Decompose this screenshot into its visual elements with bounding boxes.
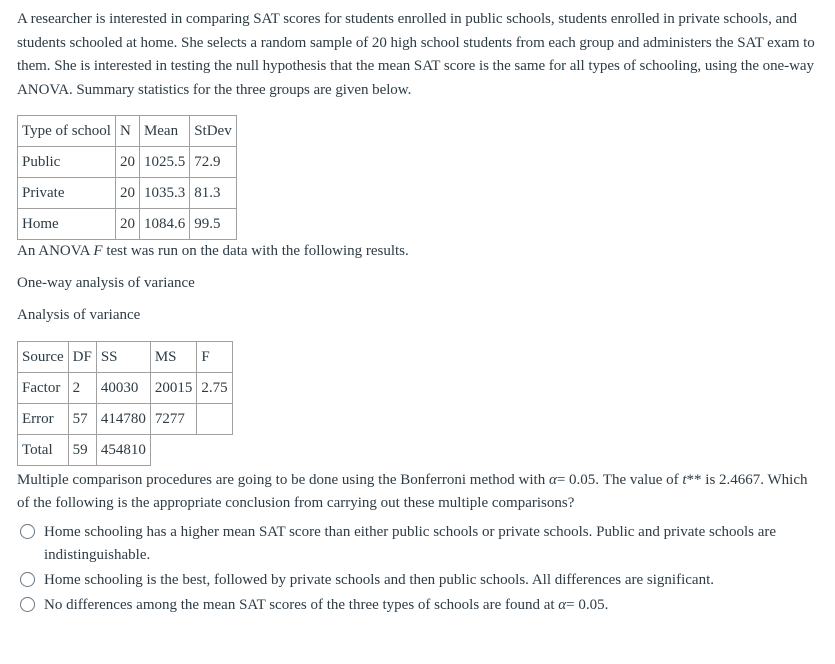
table-cell: 59 — [68, 435, 96, 466]
table-cell: Home — [18, 209, 116, 240]
table-cell — [197, 435, 232, 466]
radio-button[interactable] — [20, 572, 35, 587]
table-cell: 414780 — [96, 404, 150, 435]
f-stat-symbol: F — [93, 243, 103, 259]
table-cell: 20 — [115, 209, 139, 240]
radio-button[interactable] — [20, 597, 35, 612]
header-cell: Source — [18, 342, 69, 373]
anova-heading-2: Analysis of variance — [17, 307, 141, 323]
header-cell: N — [115, 116, 139, 147]
table-row — [18, 435, 233, 466]
table-cell: 99.5 — [190, 209, 237, 240]
summary-table — [17, 115, 237, 240]
alpha-symbol: α — [548, 472, 557, 488]
option-label-part: No differences among the mean SAT scores of the three types of schools are found at — [44, 597, 559, 613]
table-cell: 454810 — [96, 435, 150, 466]
table-row — [18, 178, 237, 209]
table-cell — [197, 404, 232, 435]
radio-button[interactable] — [20, 524, 35, 539]
question-text — [17, 469, 817, 515]
anova-heading-1: One-way analysis of variance — [17, 275, 195, 291]
question-content — [17, 8, 817, 619]
table-cell: 2 — [68, 373, 96, 404]
table-cell: 2.75 — [197, 373, 232, 404]
table-cell: 72.9 — [190, 147, 237, 178]
table-cell: 40030 — [96, 373, 150, 404]
question-part: = 0.05. The value of — [556, 472, 683, 488]
table-cell: Total — [18, 435, 69, 466]
answer-option-1[interactable] — [17, 521, 817, 567]
header-cell: StDev — [190, 116, 237, 147]
table-cell: 7277 — [150, 404, 197, 435]
table-header-row — [18, 342, 233, 373]
answer-options — [17, 521, 817, 617]
table-cell: 20 — [115, 178, 139, 209]
table-cell: Private — [18, 178, 116, 209]
table-cell: 57 — [68, 404, 96, 435]
table-header-row — [18, 116, 237, 147]
table-cell: 20 — [115, 147, 139, 178]
table-row — [18, 209, 237, 240]
option-label: Home schooling is the best, followed by private schools and then public schools. All differences are significant. — [44, 572, 714, 588]
header-cell: SS — [96, 342, 150, 373]
answer-option-2[interactable] — [17, 569, 817, 592]
anova-intro-prefix: An ANOVA — [17, 243, 94, 259]
anova-table — [17, 341, 233, 466]
table-row — [18, 147, 237, 178]
table-cell: 1084.6 — [139, 209, 189, 240]
table-cell: Error — [18, 404, 69, 435]
table-row — [18, 404, 233, 435]
anova-intro-suffix: test was run on the data with the following results. — [102, 243, 409, 259]
option-label — [44, 597, 608, 613]
alpha-symbol: α — [558, 597, 567, 613]
header-cell: DF — [68, 342, 96, 373]
table-row — [18, 373, 233, 404]
question-part: Multiple comparison procedures are going to be done using the Bonferroni method with — [17, 472, 549, 488]
table-cell: Public — [18, 147, 116, 178]
answer-option-3[interactable] — [17, 594, 817, 617]
header-cell: F — [197, 342, 232, 373]
option-label-part: = 0.05. — [566, 597, 609, 613]
header-cell: MS — [150, 342, 197, 373]
option-label: Home schooling has a higher mean SAT score than either public schools or private schools. Public and private schools are indistinguishable. — [44, 524, 777, 563]
table-cell: 20015 — [150, 373, 197, 404]
anova-intro — [17, 241, 817, 261]
table-cell: 1035.3 — [139, 178, 189, 209]
table-cell — [150, 435, 197, 466]
table-cell: 1025.5 — [139, 147, 189, 178]
question-part: ** is 2.4667. Which of the following is the appropriate conclusion from carrying out these multiple comparisons? — [17, 472, 808, 511]
intro-paragraph: A researcher is interested in comparing SAT scores for students enrolled in public schools, students enrolled in private schools, and students schooled at home. She selects a random sample of 20 high school students from each group and administers the SAT exam to them. She is interested in testing the null hypothesis that the mean SAT score is the same for all types of schooling, using the one-way ANOVA. Summary statistics for the three groups are given below. — [17, 11, 815, 98]
header-cell: Mean — [139, 116, 189, 147]
table-cell: 81.3 — [190, 178, 237, 209]
t-symbol: t — [682, 472, 687, 488]
table-cell: Factor — [18, 373, 69, 404]
header-cell: Type of school — [18, 116, 116, 147]
